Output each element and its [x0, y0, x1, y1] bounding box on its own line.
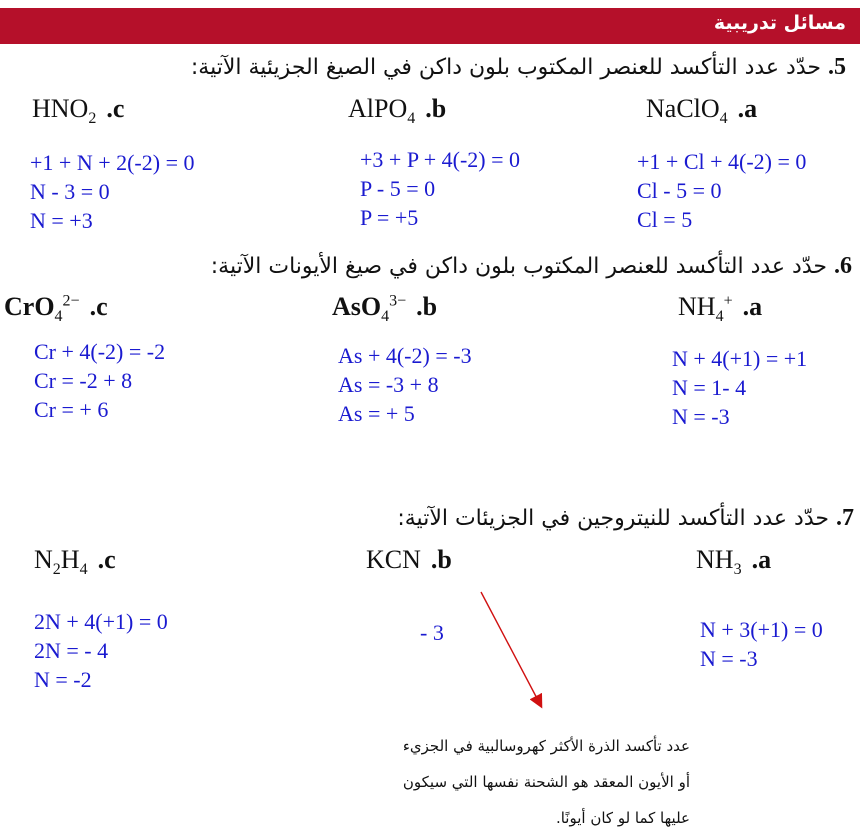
section-title: مسائل تدريبية	[713, 12, 846, 34]
q6-formula-c: CrO$_4^{2-}$ .c	[4, 292, 108, 326]
work-line: N = -3	[672, 404, 730, 429]
work-line: Cr + 4(-2) = -2	[34, 339, 166, 364]
work-line: N = -2	[34, 667, 92, 692]
work-line: 2N + 4(+1) = 0	[34, 609, 168, 634]
work-line: N + 4(+1) = +1	[672, 346, 808, 371]
work-line: +1 + N + 2(-2) = 0	[30, 150, 195, 175]
work-line: Cr = -2 + 8	[34, 368, 133, 393]
work-line: +1 + Cl + 4(-2) = 0	[637, 149, 807, 174]
work-line: N = 1- 4	[672, 375, 747, 400]
work-line: +3 + P + 4(-2) = 0	[360, 147, 521, 172]
q5-formula-a: NaClO$_4$ .a	[646, 94, 758, 128]
question-7-text: حدّد عدد التأكسد للنيتروجين في الجزيئات الآتية:	[397, 506, 829, 531]
work-line: N + 3(+1) = 0	[700, 617, 823, 642]
work-line: P = +5	[360, 205, 419, 230]
work-line: Cl - 5 = 0	[637, 178, 722, 203]
work-line: N = -3	[700, 646, 758, 671]
work-line: As = -3 + 8	[338, 372, 439, 397]
note-line: عليها كما لو كان أيونًا.	[555, 809, 690, 827]
q7-formula-b: KCN .b	[366, 545, 452, 574]
q6-formula-a: $NH_4^+$ .a	[678, 292, 763, 326]
work-line: As = + 5	[338, 401, 415, 426]
work-line: P - 5 = 0	[360, 176, 436, 201]
q7-formula-a: $NH_3$ .a	[696, 545, 772, 579]
work-line: Cl = 5	[637, 207, 693, 232]
question-7-number: 7.	[836, 505, 854, 531]
work-line: 2N = - 4	[34, 638, 109, 663]
question-5-text: حدّد عدد التأكسد للعنصر المكتوب بلون داكن في الصيغ الجزيئية الآتية:	[190, 55, 821, 80]
work-line: Cr = + 6	[34, 397, 109, 422]
question-6-number: 6.	[834, 253, 852, 279]
q6-formula-b: AsO$_4^{3-}$ .b	[332, 292, 438, 326]
note-line: عدد تأكسد الذرة الأكثر كهروسالبية في الجزيء	[402, 737, 690, 755]
work-line: As + 4(-2) = -3	[338, 343, 472, 368]
explanation-note	[350, 728, 690, 836]
note-line: أو الأيون المعقد هو الشحنة نفسها التي سيكون	[402, 773, 690, 791]
question-6-text: حدّد عدد التأكسد للعنصر المكتوب بلون داكن في صيغ الأيونات الآتية:	[210, 254, 827, 279]
work-line: N = +3	[30, 208, 93, 233]
work-line: N - 3 = 0	[30, 179, 110, 204]
q5-formula-c: $HNO_2$ .c	[32, 94, 125, 128]
question-5-number: 5.	[828, 54, 846, 80]
q7-formula-c: $N_2H_4$ .c	[34, 545, 116, 579]
work-line: - 3	[420, 620, 444, 645]
q5-formula-b: AlPO$_4$ .b	[348, 94, 447, 128]
